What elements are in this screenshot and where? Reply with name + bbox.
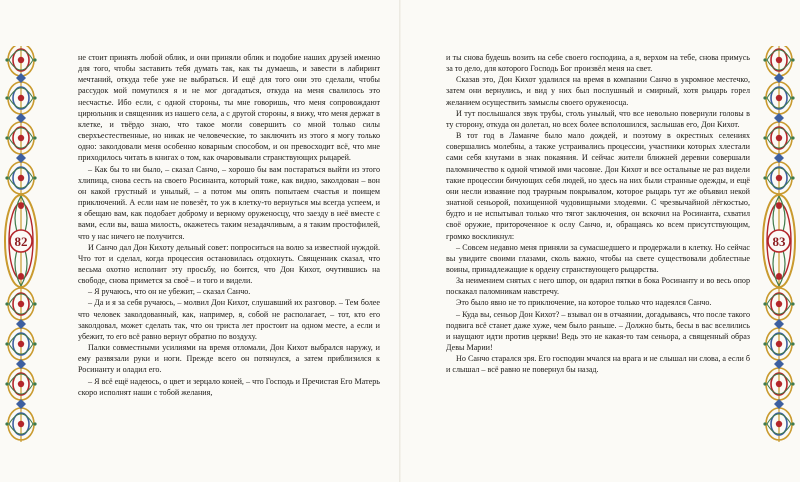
paragraph: Палки совместными усилиями на время отломали, Дон Кихот выбрался наружу, и ему развязали руки и ноги. Прежде всего он потянулся, а затем приблизился к Росинанту и оладил его. (78, 343, 380, 375)
paragraph: Сказав это, Дон Кихот удалился на время в компании Санчо в укромное местечко, затем они вернулись, и вид у них был послушный и смирный, хотя рыцарь горел желанием осуществить замыслы своего оруженосца. (446, 75, 750, 107)
ornament-diamond (774, 73, 784, 83)
paragraph: – Куда вы, сеньор Дон Кихот? – взывал он в отчаянии, догадываясь, что после такого подвига всё станет даже хуже, чем было раньше. – Должно быть, бесы в вас вселились и наущают идти против церкви! Ведь это не какая-то там сеньора, а священный образ Девы Марии! (446, 309, 750, 353)
paragraph: Но Санчо старался зря. Его господин мчался на врага и не слышал ни слова, а если б и слышал – всё равно не повернул бы назад. (446, 354, 750, 375)
paragraph: – Совсем недавно меня приняли за сумасшедшего и продержали в клетку. Но сейчас вы увидите своими глазами, сколь важно, чтобы на свете существовали доблестные воины, принадлежащие к ордену странствующего рыцарства. (446, 242, 750, 274)
ornament-diamond (774, 319, 784, 329)
page-number: 83 (772, 234, 786, 249)
ornament-diamond (774, 399, 784, 409)
ornament-medallion (5, 408, 36, 440)
ornament-diamond (16, 359, 26, 369)
paragraph: Это было явно не то приключение, на которое только что надеялся Санчо. (456, 298, 712, 308)
paragraph: За неимением снятых с него шпор, он вдарил пятки в бока Росинанту и во весь опор поскакал паломникам навстречу. (446, 276, 750, 297)
ornament-diamond (16, 73, 26, 83)
paragraph: – Да и я за себя ручаюсь, – молвил Дон Кихот, слушавший их разговор. – Тем более что человек заколдованный, как, например, я, собой не располагает, – тот, кто его заколдовал, может сделать так, что он триста лет простоит на одном месте, а если и убежит, то его всё равно вернут обратно по воздуху. (78, 298, 380, 341)
ornament-medallion (5, 162, 36, 194)
page-number: 82 (14, 234, 28, 249)
ornament-medallion (5, 288, 36, 320)
ornament-diamond (774, 359, 784, 369)
ornament-diamond (16, 113, 26, 123)
ornament-diamond (16, 153, 26, 163)
paragraph: И Санчо дал Дон Кихоту дельный совет: попроситься на волю за известной нуждой. Что тот и сделал, когда процессия остановилась отдохнуть. Священник сказал, что весьма охотно исполнит эту просьбу, но боится, что Дон Кихот, очутившись на свободе, снова примется за своё – и того и видели. (78, 242, 380, 286)
ornament-medallion (5, 122, 36, 154)
paragraph: – Я всё ещё надеюсь, о цвет и зерцало коней, – что Господь и Пречистая Его Матерь скоро исполнят наши с тобой желания, (78, 376, 380, 397)
ornament-medallion (763, 82, 794, 114)
ornament-medallion (5, 82, 36, 114)
ornament-column-left (3, 46, 39, 442)
paragraph: В тот год в Ламанче было мало дождей, и поэтому в окрестных селениях совершались молебны, а также устраивались процессии, участники которых хлестали сами себя кнутами в знак покаяния. И сейчас жители ближней деревни совершали паломничество к одной чтимой ими часовне. Дон Кихот и все остальные не раз видели такие процессии бичующих себя людей, но здесь на них были странные одежды, и ещё они несли изваяние под траурным покрывалом, которое рыцарь тут же объявил некой знатной сеньорой, похищенной чудовищными злодеями. С чрезвычайной лёгкостью, будто и не испытывал только что тягот заключения, он вскочил на Росинанта, схватил своё оружие, притороченное к ослу Санчо, и, обращаясь ко всем присутствующим, громко воскликнул: (446, 131, 750, 241)
ornamental-border-left (3, 46, 39, 442)
ornament-medallion (763, 46, 794, 76)
right-page-text (446, 52, 750, 442)
ornament-medallion (763, 368, 794, 400)
paragraph: и ты снова будешь возить на себе своего господина, а я, верхом на тебе, снова примусь за то дело, для которого Господь Бог произвёл меня на свет. (446, 53, 750, 74)
ornament-medallion (5, 368, 36, 400)
ornament-diamond (774, 113, 784, 123)
ornament-medallion (5, 328, 36, 360)
paragraph: – Я ручаюсь, что он не убежит, – сказал Санчо. (88, 287, 251, 297)
ornament-column-right (761, 46, 797, 442)
ornament-medallion (763, 328, 794, 360)
paragraph: И тут послышался звук трубы, столь унылый, что все невольно повернули головы в ту сторону, откуда он долетал, но всех более всполошился, заслышав его, Дон Кихот. (446, 108, 750, 129)
ornament-medallion (763, 288, 794, 320)
page-gutter (399, 0, 401, 482)
paragraph: – Как бы то ни было, – сказал Санчо, – хорошо бы вам постараться выйти из этого хлипица, снова сесть на своего Росинанта, который тоже, как видно, заколдован – вон он какой грустный и унылый, – а потом мы опять попытаем счастья и поищем приключений. А если нам не повезёт, то уж в клетку-то вернуться мы всегда успеем, и я обещаю вам, как подобает доброму и верному оруженосцу, что заезду в неё вместе с вами, если вы, ваша милость, окажетесь таким незадачливым, а я таким простофилей, что у нас ничего не получится. (78, 164, 380, 241)
page-number-medallion (5, 195, 37, 287)
ornament-diamond (16, 319, 26, 329)
ornament-medallion (763, 122, 794, 154)
left-page-text (78, 52, 380, 442)
ornament-medallion (763, 162, 794, 194)
page-number-medallion (763, 195, 795, 287)
paragraph: не стоит принять любой облик, и они приняли облик и подобие наших друзей именно для того, чтобы заставить тебя думать так, как ты думаешь, и завести в лабиринт мечтаний, откуда тебе уже не выбраться. И ещё для того они это сделали, чтобы рассудок мой помутился я и не мог догадаться, откуда на меня свалилось это несчастье. Ибо если, с одной стороны, ты мне говоришь, что меня сопровождают цирюльник и священник из нашего села, а с другой стороны, я вижу, что меня держат в клетке, и твёрдо знаю, что такое могли совершить со мной только силы сверхъестественные, но никак не человеческие, то заключить из этого я могу только одно: заколдовали меня особенно коварным способом, и он превосходит всё, что мне приходилось читать в книгах о том, как очаровывали странствующих рыцарей. (78, 53, 380, 163)
ornamental-border-right (761, 46, 797, 442)
ornament-diamond (16, 399, 26, 409)
ornament-medallion (5, 46, 36, 76)
ornament-medallion (763, 408, 794, 440)
ornament-diamond (774, 153, 784, 163)
